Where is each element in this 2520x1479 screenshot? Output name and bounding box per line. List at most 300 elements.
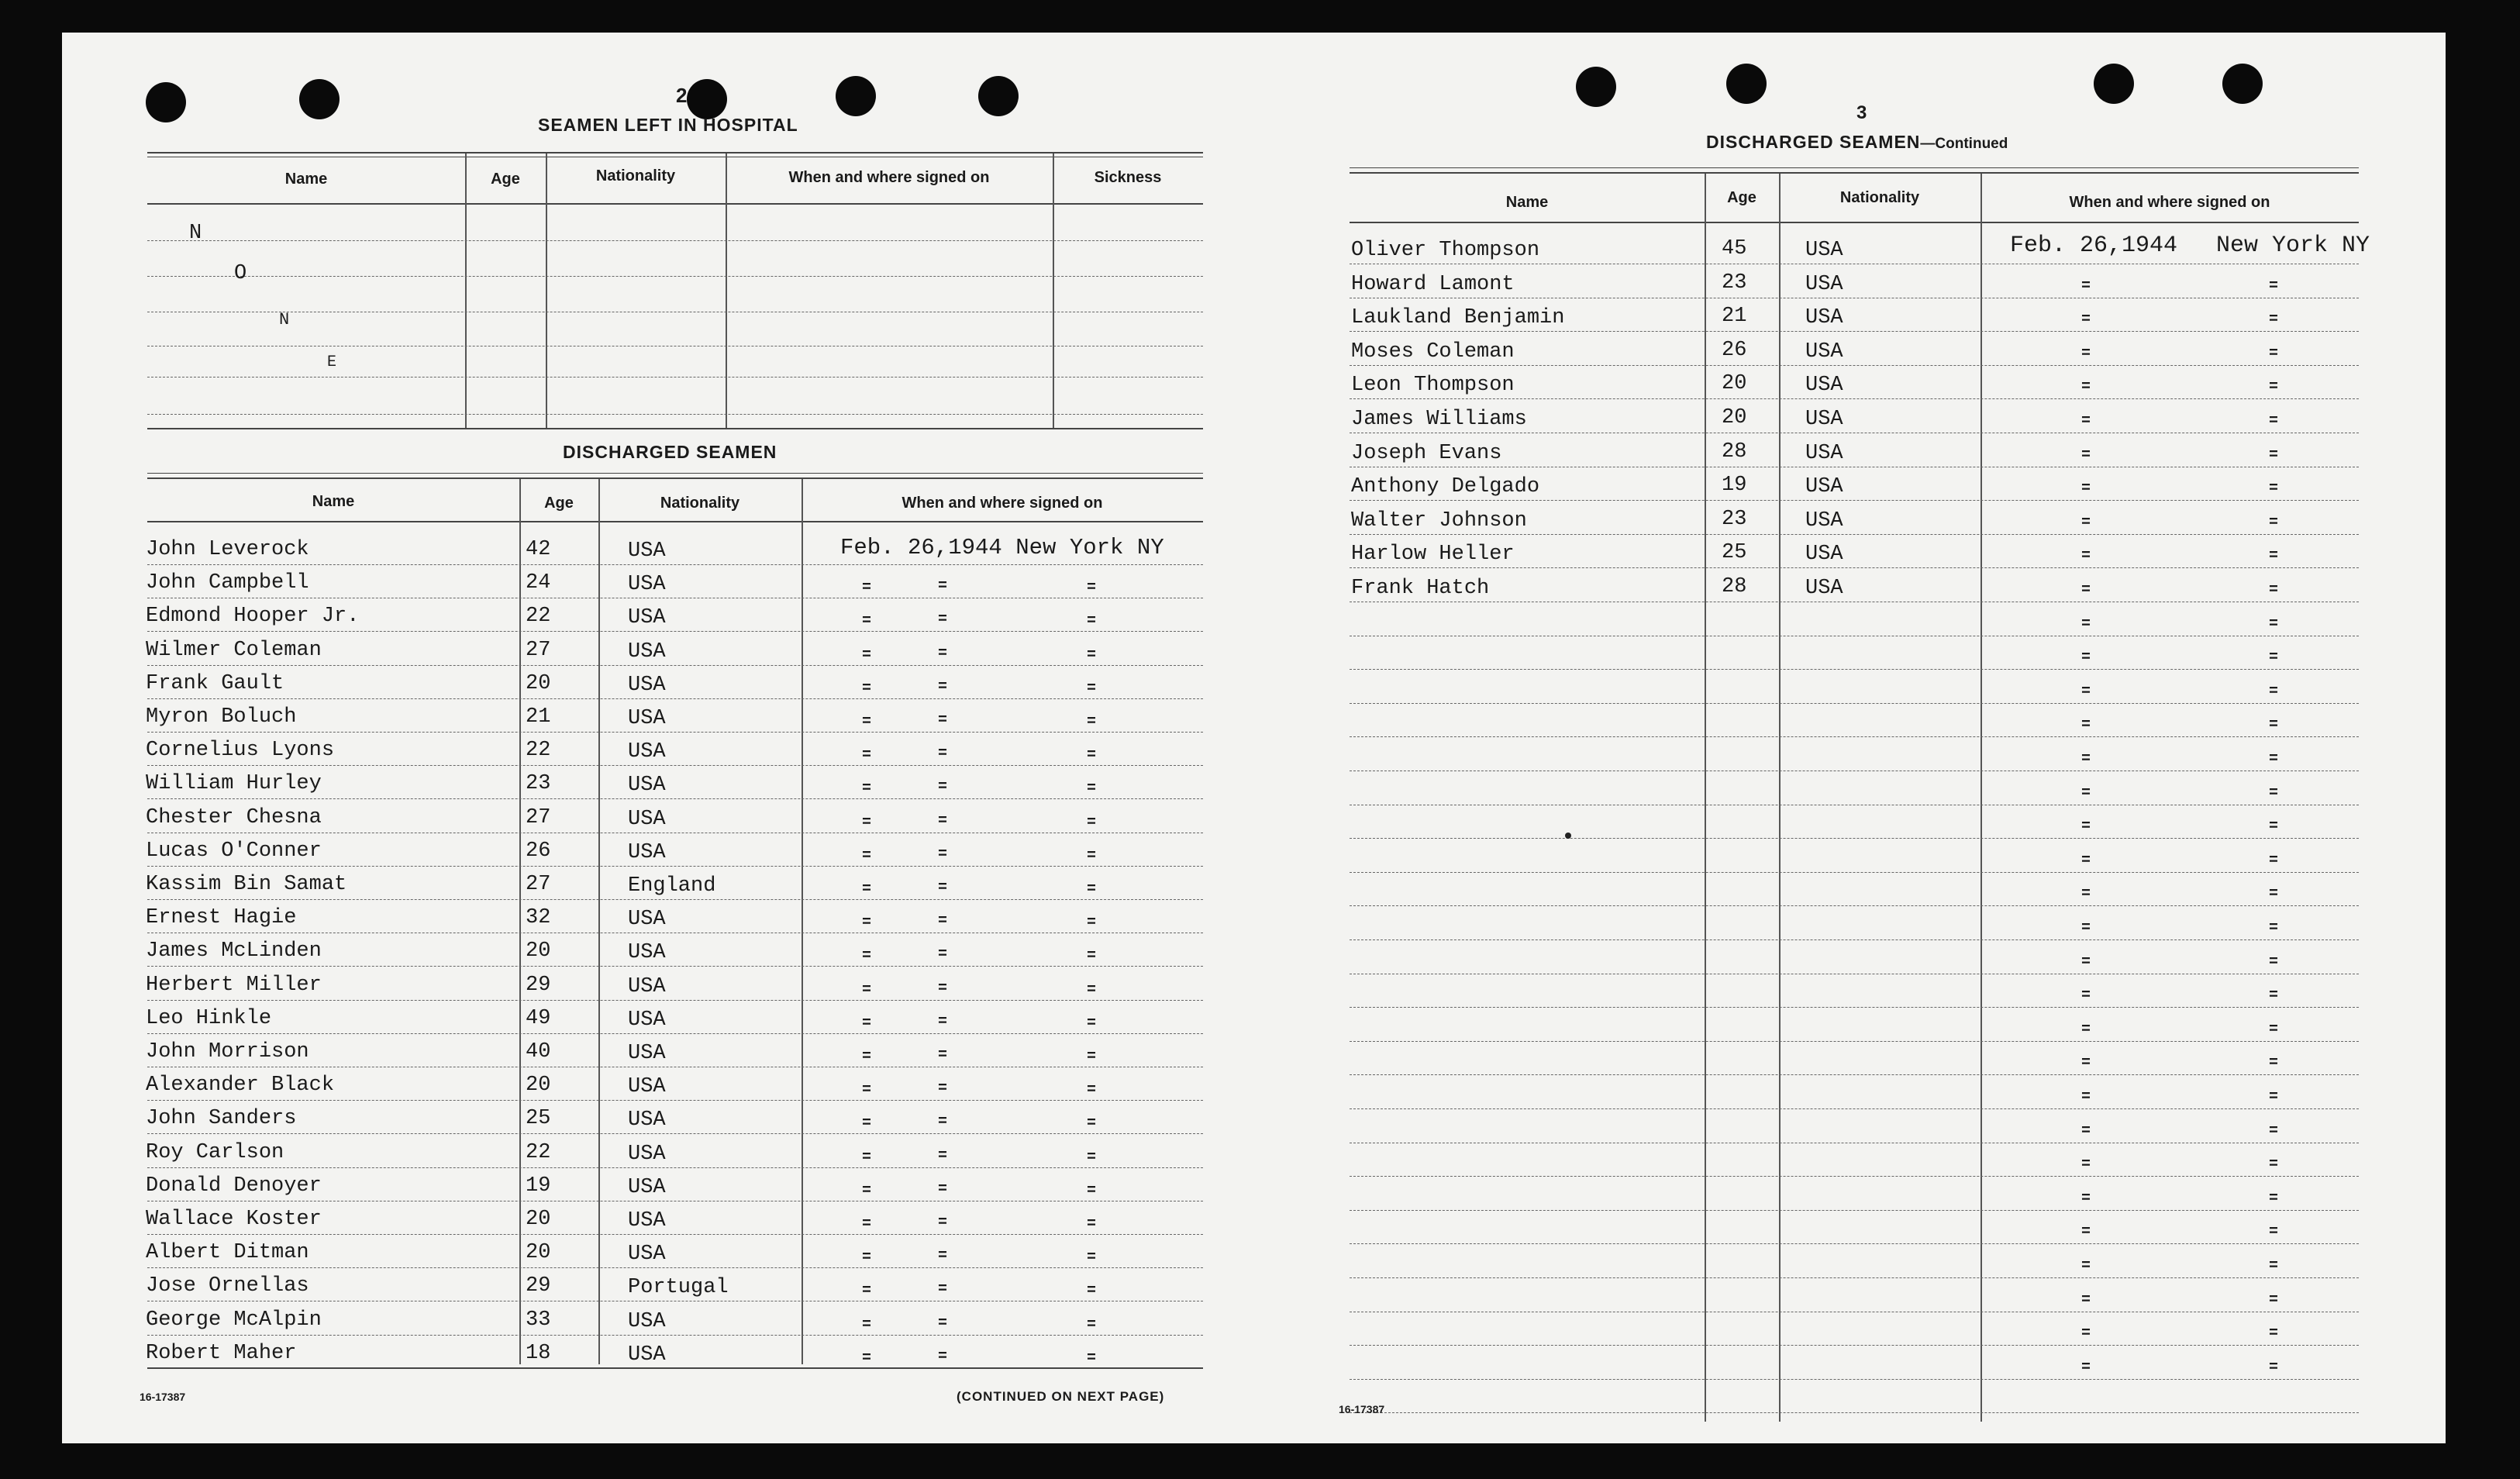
ruled-line <box>147 1335 1203 1336</box>
ditto-mark: = <box>2269 446 2279 464</box>
ditto-mark: = <box>2081 1359 2091 1377</box>
seaman-nationality: USA <box>1805 577 1843 600</box>
seaman-age: 26 <box>1722 339 1747 362</box>
ditto-mark: = <box>938 912 948 930</box>
signed-on-entry: Feb. 26,1944 New York NY <box>840 535 1164 560</box>
seaman-name: Wilmer Coleman <box>146 639 322 662</box>
ditto-mark: = <box>2269 1088 2279 1106</box>
hospital-title: SEAMEN LEFT IN HOSPITAL <box>538 115 798 135</box>
ditto-mark: = <box>2081 649 2091 667</box>
ditto-mark: = <box>1087 1249 1097 1267</box>
ruled-line <box>1350 703 2359 704</box>
ditto-mark: = <box>2269 311 2279 329</box>
ditto-mark: = <box>1087 981 1097 999</box>
ruled-line <box>1350 669 2359 670</box>
ditto-mark: = <box>2269 784 2279 802</box>
seaman-age: 23 <box>1722 271 1747 295</box>
ditto-mark: = <box>2081 1088 2091 1106</box>
ditto-mark: = <box>862 1249 872 1267</box>
ditto-mark: = <box>1087 1215 1097 1233</box>
hospital-col-age: Age <box>491 171 520 188</box>
ditto-mark: = <box>2081 716 2091 734</box>
seaman-name: Edmond Hooper Jr. <box>146 605 360 628</box>
seaman-age: 23 <box>1722 508 1747 531</box>
seaman-name: Joseph Evans <box>1351 442 1502 465</box>
ditto-mark: = <box>2269 1223 2279 1241</box>
ditto-mark: = <box>862 1215 872 1233</box>
ditto-mark: = <box>2081 1021 2091 1039</box>
ditto-mark: = <box>1087 881 1097 898</box>
continued-col-signed-on: When and where signed on <box>2069 194 2270 211</box>
seaman-age: 19 <box>526 1174 551 1198</box>
seaman-name: Robert Maher <box>146 1342 297 1365</box>
ditto-mark: = <box>1087 579 1097 597</box>
ditto-mark: = <box>2081 818 2091 836</box>
seaman-name: Walter Johnson <box>1351 509 1527 533</box>
seaman-name: Ernest Hagie <box>146 906 297 929</box>
seaman-age: 20 <box>526 939 551 963</box>
ditto-mark: = <box>938 577 948 595</box>
punch-hole <box>299 79 340 119</box>
seaman-nationality: USA <box>1805 374 1843 397</box>
ruled-line <box>147 564 1203 565</box>
ditto-mark: = <box>1087 1015 1097 1033</box>
ditto-mark: = <box>2269 1291 2279 1309</box>
ruled-line <box>1350 1379 2359 1380</box>
seaman-nationality: USA <box>628 1209 666 1232</box>
ruled-line <box>147 966 1203 967</box>
ditto-mark: = <box>2269 1054 2279 1072</box>
seaman-age: 28 <box>1722 440 1747 464</box>
seaman-nationality: USA <box>1805 239 1843 262</box>
ditto-mark: = <box>862 1081 872 1099</box>
ditto-mark: = <box>938 1281 948 1298</box>
none-letter: N <box>279 310 290 329</box>
seaman-age: 29 <box>526 1274 551 1298</box>
none-letter: O <box>234 262 247 285</box>
ruled-line <box>1350 1277 2359 1278</box>
punch-hole <box>687 79 727 119</box>
ditto-mark: = <box>862 981 872 999</box>
ditto-mark: = <box>2269 1021 2279 1039</box>
ruled-line <box>1350 939 2359 940</box>
ditto-mark: = <box>2081 1257 2091 1275</box>
ruled-line <box>1350 905 2359 906</box>
seaman-age: 20 <box>1722 372 1747 395</box>
ditto-mark: = <box>1087 1282 1097 1300</box>
seaman-nationality: USA <box>628 707 666 730</box>
seaman-nationality: USA <box>628 941 666 964</box>
seaman-age: 22 <box>526 605 551 628</box>
ruled-line <box>1350 331 2359 332</box>
ditto-mark: = <box>862 1282 872 1300</box>
ditto-mark: = <box>938 778 948 796</box>
ditto-mark: = <box>862 847 872 865</box>
seaman-name: Herbert Miller <box>146 974 322 997</box>
ink-speck <box>1565 833 1571 839</box>
ditto-mark: = <box>2269 581 2279 599</box>
ditto-mark: = <box>1087 646 1097 664</box>
ruled-line <box>1350 1176 2359 1177</box>
ditto-mark: = <box>2269 683 2279 701</box>
ditto-mark: = <box>2081 1054 2091 1072</box>
ruled-line <box>1350 1007 2359 1008</box>
ruled-line <box>1350 1074 2359 1075</box>
seaman-nationality: USA <box>1805 543 1843 566</box>
seaman-nationality: England <box>628 874 716 898</box>
ditto-mark: = <box>2081 919 2091 937</box>
punch-hole <box>836 76 876 116</box>
ruled-line <box>147 665 1203 666</box>
seaman-age: 40 <box>526 1040 551 1064</box>
ditto-mark: = <box>1087 746 1097 764</box>
seaman-age: 23 <box>526 772 551 795</box>
ruled-line <box>1350 1412 2359 1413</box>
ditto-mark: = <box>938 611 948 629</box>
ditto-mark: = <box>938 846 948 864</box>
form-number: 16-17387 <box>140 1391 186 1403</box>
ditto-mark: = <box>2269 818 2279 836</box>
ditto-mark: = <box>862 1182 872 1200</box>
seaman-nationality: USA <box>628 975 666 998</box>
seaman-age: 29 <box>526 974 551 997</box>
seaman-nationality: USA <box>628 640 666 664</box>
ditto-mark: = <box>1087 1115 1097 1133</box>
signed-on-place: New York NY <box>2216 233 2370 259</box>
ditto-mark: = <box>1087 1350 1097 1367</box>
seaman-name: John Campbell <box>146 571 309 595</box>
page-number: 2 <box>676 84 688 107</box>
signed-on-date: Feb. 26,1944 <box>2010 233 2178 259</box>
ditto-mark: = <box>2081 784 2091 802</box>
seaman-name: Lucas O'Conner <box>146 839 322 863</box>
ruled-line <box>147 1100 1203 1101</box>
ditto-mark: = <box>862 1115 872 1133</box>
ruled-line <box>147 732 1203 733</box>
ditto-mark: = <box>2269 345 2279 363</box>
continued-col-name: Name <box>1505 194 1549 211</box>
seaman-nationality: USA <box>628 1143 666 1166</box>
ditto-mark: = <box>1087 780 1097 798</box>
hospital-col-name: Name <box>284 171 328 188</box>
ruled-line <box>147 798 1203 799</box>
seaman-name: Roy Carlson <box>146 1141 284 1164</box>
ditto-mark: = <box>2269 1359 2279 1377</box>
ruled-line <box>147 698 1203 699</box>
seaman-age: 49 <box>526 1007 551 1030</box>
punch-hole <box>2222 64 2263 104</box>
discharged-title: DISCHARGED SEAMEN <box>563 442 777 462</box>
ditto-mark: = <box>862 713 872 731</box>
ditto-mark: = <box>2081 987 2091 1005</box>
ditto-mark: = <box>862 579 872 597</box>
discharged-col-name: Name <box>312 493 355 510</box>
ditto-mark: = <box>1087 914 1097 932</box>
ditto-mark: = <box>1087 1149 1097 1167</box>
ditto-mark: = <box>2081 750 2091 768</box>
seaman-nationality: USA <box>628 774 666 797</box>
ditto-mark: = <box>938 1046 948 1064</box>
ditto-mark: = <box>862 914 872 932</box>
seaman-age: 26 <box>526 839 551 863</box>
ditto-mark: = <box>862 746 872 764</box>
ditto-mark: = <box>938 745 948 763</box>
ditto-mark: = <box>1087 947 1097 965</box>
ditto-mark: = <box>2269 953 2279 971</box>
ruled-line <box>147 899 1203 900</box>
ditto-mark: = <box>2081 1122 2091 1140</box>
seaman-name: James McLinden <box>146 939 322 963</box>
ditto-mark: = <box>2081 1190 2091 1208</box>
ditto-mark: = <box>938 1113 948 1131</box>
seaman-name: Frank Gault <box>146 672 284 695</box>
seaman-name: Moses Coleman <box>1351 340 1515 364</box>
ditto-mark: = <box>2081 953 2091 971</box>
ditto-mark: = <box>1087 713 1097 731</box>
ditto-mark: = <box>1087 1081 1097 1099</box>
seaman-nationality: USA <box>1805 408 1843 431</box>
seaman-name: Chester Chesna <box>146 806 322 829</box>
discharged-continued-title: DISCHARGED SEAMEN—Continued <box>1706 132 2008 152</box>
ditto-mark: = <box>2081 615 2091 633</box>
hospital-col-sickness: Sickness <box>1094 169 1162 186</box>
seaman-nationality: USA <box>1805 509 1843 533</box>
hospital-col-signed-on: When and where signed on <box>788 169 990 186</box>
discharged-col-signed-on: When and where signed on <box>901 495 1103 512</box>
seaman-nationality: USA <box>628 540 666 563</box>
none-letter: N <box>189 222 202 245</box>
page-2 <box>62 33 1283 1443</box>
ditto-mark: = <box>862 1149 872 1167</box>
seaman-name: Kassim Bin Samat <box>146 873 347 896</box>
ditto-mark: = <box>2081 1291 2091 1309</box>
ruled-line <box>1350 567 2359 568</box>
seaman-age: 27 <box>526 806 551 829</box>
ditto-mark: = <box>2269 649 2279 667</box>
ditto-mark: = <box>1087 847 1097 865</box>
seaman-nationality: USA <box>628 1108 666 1132</box>
seaman-nationality: USA <box>628 1176 666 1199</box>
ditto-mark: = <box>2269 885 2279 903</box>
ruled-line <box>1350 534 2359 535</box>
seaman-name: Jose Ornellas <box>146 1274 309 1298</box>
ditto-mark: = <box>2269 480 2279 498</box>
ditto-mark: = <box>938 1247 948 1265</box>
seaman-age: 18 <box>526 1342 551 1365</box>
seaman-age: 19 <box>1722 474 1747 497</box>
ditto-mark: = <box>2269 1190 2279 1208</box>
discharged-col-nationality: Nationality <box>660 495 740 512</box>
ditto-mark: = <box>2081 480 2091 498</box>
ditto-mark: = <box>938 712 948 729</box>
ditto-mark: = <box>2081 345 2091 363</box>
ditto-mark: = <box>862 780 872 798</box>
punch-hole <box>1726 64 1767 104</box>
seaman-nationality: USA <box>628 573 666 596</box>
seaman-nationality: USA <box>628 908 666 931</box>
punch-hole <box>1576 67 1616 107</box>
seaman-age: 25 <box>526 1107 551 1130</box>
seaman-age: 20 <box>526 1208 551 1231</box>
seaman-nationality: USA <box>628 1243 666 1266</box>
seaman-name: Leo Hinkle <box>146 1007 272 1030</box>
seaman-name: Frank Hatch <box>1351 577 1490 600</box>
seaman-name: Harlow Heller <box>1351 543 1515 566</box>
seaman-nationality: USA <box>1805 306 1843 329</box>
continued-col-age: Age <box>1727 189 1756 206</box>
ditto-mark: = <box>2269 1325 2279 1343</box>
seaman-nationality: Portugal <box>628 1276 729 1299</box>
ditto-mark: = <box>2081 378 2091 396</box>
ditto-mark: = <box>2081 683 2091 701</box>
seaman-age: 20 <box>526 1241 551 1264</box>
seaman-nationality: USA <box>628 606 666 629</box>
seaman-age: 27 <box>526 639 551 662</box>
ditto-mark: = <box>2081 885 2091 903</box>
ditto-mark: = <box>2081 446 2091 464</box>
ruled-line <box>147 765 1203 766</box>
seaman-nationality: USA <box>1805 273 1843 296</box>
seaman-name: Leon Thompson <box>1351 374 1515 397</box>
seaman-age: 27 <box>526 873 551 896</box>
ditto-mark: = <box>2081 547 2091 565</box>
page-number: 3 <box>1856 102 1867 123</box>
ditto-mark: = <box>2081 311 2091 329</box>
continued-col-nationality: Nationality <box>1839 189 1920 206</box>
ditto-mark: = <box>2269 615 2279 633</box>
seaman-nationality: USA <box>1805 340 1843 364</box>
ruled-line <box>147 1000 1203 1001</box>
ditto-mark: = <box>862 1015 872 1033</box>
seaman-age: 24 <box>526 571 551 595</box>
ditto-mark: = <box>1087 612 1097 630</box>
seaman-name: Anthony Delgado <box>1351 475 1540 498</box>
seaman-name: George McAlpin <box>146 1308 322 1332</box>
ruled-line <box>1350 872 2359 873</box>
ruled-line <box>147 1133 1203 1134</box>
ruled-line <box>1350 736 2359 737</box>
seaman-age: 20 <box>526 1074 551 1097</box>
seaman-name: Oliver Thompson <box>1351 239 1540 262</box>
seaman-name: James Williams <box>1351 408 1527 431</box>
hospital-col-nationality: Nationality <box>595 167 676 184</box>
seaman-nationality: USA <box>628 1310 666 1333</box>
ditto-mark: = <box>2269 278 2279 295</box>
ditto-mark: = <box>938 1315 948 1332</box>
continued-note: (CONTINUED ON NEXT PAGE) <box>957 1389 1165 1404</box>
ruled-line <box>1350 1345 2359 1346</box>
seaman-age: 45 <box>1722 237 1747 260</box>
ruled-line <box>1350 1210 2359 1211</box>
ditto-mark: = <box>2269 716 2279 734</box>
ditto-mark: = <box>938 1181 948 1198</box>
ditto-mark: = <box>2269 852 2279 870</box>
ditto-mark: = <box>938 879 948 897</box>
ditto-mark: = <box>938 645 948 663</box>
ditto-mark: = <box>2269 750 2279 768</box>
ditto-mark: = <box>938 980 948 998</box>
page-3 <box>1283 33 2446 1443</box>
ruled-line <box>147 1234 1203 1235</box>
seaman-nationality: USA <box>628 674 666 697</box>
ruled-line <box>147 1033 1203 1034</box>
ditto-mark: = <box>938 1147 948 1165</box>
punch-hole <box>978 76 1019 116</box>
seaman-age: 20 <box>1722 406 1747 429</box>
ditto-mark: = <box>862 881 872 898</box>
seaman-age: 21 <box>526 705 551 729</box>
ditto-mark: = <box>862 680 872 698</box>
ruled-line <box>147 1267 1203 1268</box>
ditto-mark: = <box>2269 919 2279 937</box>
seaman-nationality: USA <box>628 1008 666 1032</box>
seaman-name: Albert Ditman <box>146 1241 309 1264</box>
seaman-age: 28 <box>1722 575 1747 598</box>
seaman-name: William Hurley <box>146 772 322 795</box>
ditto-mark: = <box>1087 814 1097 832</box>
seaman-nationality: USA <box>628 841 666 864</box>
seaman-nationality: USA <box>628 740 666 764</box>
ditto-mark: = <box>1087 1316 1097 1334</box>
seaman-name: John Morrison <box>146 1040 309 1064</box>
ditto-mark: = <box>2081 581 2091 599</box>
seaman-name: Alexander Black <box>146 1074 335 1097</box>
ditto-mark: = <box>862 1350 872 1367</box>
ruled-line <box>147 631 1203 632</box>
ruled-line <box>147 1167 1203 1168</box>
seaman-age: 20 <box>526 672 551 695</box>
ditto-mark: = <box>1087 1048 1097 1066</box>
ditto-mark: = <box>862 947 872 965</box>
punch-hole <box>2094 64 2134 104</box>
seaman-nationality: USA <box>628 808 666 831</box>
seaman-age: 33 <box>526 1308 551 1332</box>
ditto-mark: = <box>2269 1257 2279 1275</box>
ditto-mark: = <box>2081 514 2091 532</box>
ditto-mark: = <box>2269 547 2279 565</box>
seaman-age: 22 <box>526 739 551 762</box>
seaman-age: 32 <box>526 906 551 929</box>
ditto-mark: = <box>2081 1156 2091 1174</box>
ditto-mark: = <box>862 1316 872 1334</box>
ditto-mark: = <box>862 1048 872 1066</box>
ditto-mark: = <box>938 1214 948 1232</box>
ditto-mark: = <box>862 814 872 832</box>
seaman-name: Laukland Benjamin <box>1351 306 1565 329</box>
ditto-mark: = <box>2269 378 2279 396</box>
seaman-name: Myron Boluch <box>146 705 297 729</box>
ditto-mark: = <box>2081 852 2091 870</box>
seaman-age: 42 <box>526 538 551 561</box>
ditto-mark: = <box>862 612 872 630</box>
ruled-line <box>1350 1041 2359 1042</box>
seaman-nationality: USA <box>1805 475 1843 498</box>
seaman-nationality: USA <box>1805 442 1843 465</box>
discharged-col-age: Age <box>544 495 574 512</box>
seaman-nationality: USA <box>628 1075 666 1098</box>
seaman-age: 21 <box>1722 305 1747 328</box>
ditto-mark: = <box>2269 987 2279 1005</box>
ruled-line <box>1350 1108 2359 1109</box>
form-number: 16-17387 <box>1339 1403 1385 1415</box>
ditto-mark: = <box>1087 680 1097 698</box>
seaman-name: John Sanders <box>146 1107 297 1130</box>
ruled-line <box>1350 365 2359 366</box>
seaman-name: Cornelius Lyons <box>146 739 335 762</box>
none-letter: E <box>327 353 337 371</box>
seaman-name: John Leverock <box>146 538 309 561</box>
seaman-age: 22 <box>526 1141 551 1164</box>
